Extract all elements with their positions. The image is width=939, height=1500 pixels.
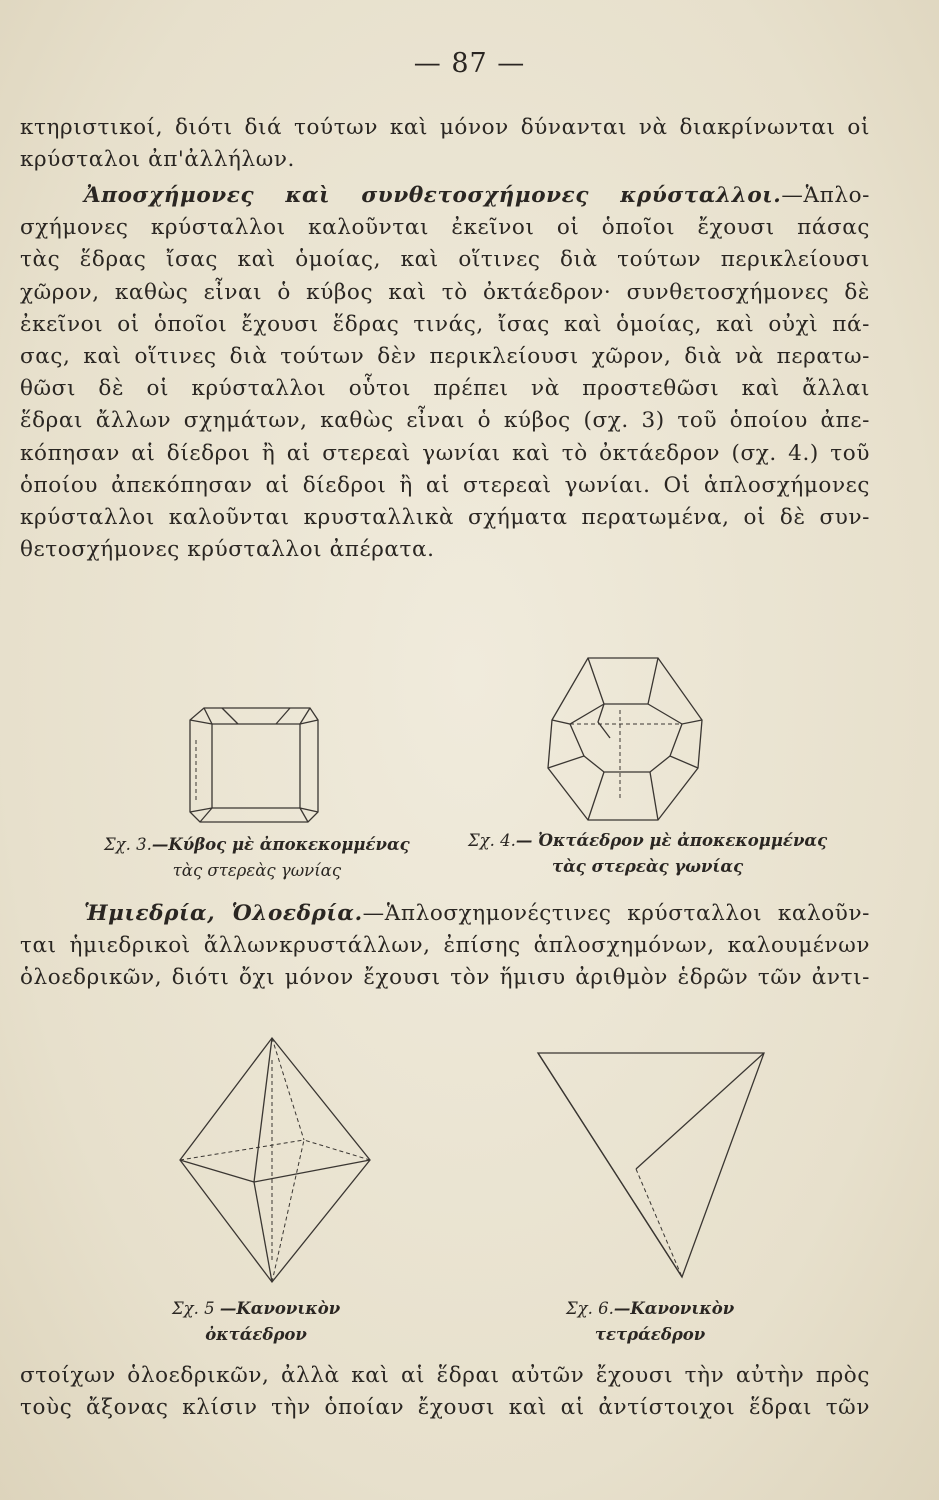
section-heading: Ἡμιεδρία, Ὁλοεδρία. bbox=[84, 901, 363, 926]
text-line: χῶρον, καθὼς εἶναι ὁ κύβος καὶ τὸ ὀκτάεδρον· συνθετοσχήμονες δὲ bbox=[20, 279, 870, 305]
text-line bbox=[20, 180, 870, 212]
octahedron-hidden-edge bbox=[272, 1038, 304, 1140]
tetrahedron-edge bbox=[636, 1053, 764, 1169]
heading-continuation: —Ἁπλοσχημονέςτινες κρύσταλλοι καλοῦν- bbox=[362, 901, 870, 926]
octahedron-face bbox=[598, 704, 610, 738]
cube-outline bbox=[190, 708, 318, 822]
text-line: τοὺς ἄξονας κλίσιν τὴν ὁποίαν ἔχουσι καὶ αἱ ἀντίστοιχοι ἕδραι τῶν bbox=[20, 1395, 870, 1421]
caption-label: Σχ. 4. bbox=[468, 831, 516, 850]
cube-edge bbox=[190, 720, 212, 724]
octahedron-face bbox=[648, 704, 702, 724]
caption-fig3 bbox=[104, 832, 410, 884]
text-line: στοίχων ὁλοεδρικῶν, ἀλλὰ καὶ αἱ ἕδραι αὐτῶν ἔχουσι τὴν αὐτὴν πρὸς bbox=[20, 1363, 870, 1388]
caption-title: — Ὀκτάεδρον μὲ ἀποκεκομμένας bbox=[515, 831, 828, 850]
heading-continuation: —Ἁπλο- bbox=[781, 183, 870, 208]
cube-edge bbox=[300, 808, 318, 812]
octahedron-face bbox=[584, 756, 670, 772]
text-line: σας, καὶ οἵτινες διὰ τούτων δὲν περικλείουσι χῶρον, διὰ νὰ περατω- bbox=[20, 344, 870, 370]
section-heading: Ἀποσχήμονες καὶ συνθετοσχήμονες κρύσταλλοι. bbox=[84, 183, 782, 208]
octahedron-face bbox=[670, 724, 698, 768]
octahedron-edge bbox=[180, 1160, 254, 1182]
caption-subtitle: τὰς στερεὰς γωνίας bbox=[552, 857, 744, 876]
caption-title: —Κανονικὸν bbox=[219, 1299, 341, 1318]
octahedron-edge bbox=[254, 1160, 370, 1182]
text-line: θῶσι δὲ οἱ κρύσταλλοι οὗτοι πρέπει νὰ προστεθῶσι καὶ ἄλλαι bbox=[20, 376, 870, 402]
text-line: κρύσταλλοι καλοῦνται κρυσταλλικὰ σχήματα περατωμένα, οἱ δὲ συν- bbox=[20, 505, 870, 531]
cube-edge bbox=[276, 708, 290, 724]
text-line: τὰς ἕδρας ἴσας καὶ ὁμοίας, καὶ οἵτινες διὰ τούτων περικλείουσι bbox=[20, 247, 870, 273]
caption-fig6 bbox=[566, 1296, 734, 1348]
caption-fig4 bbox=[468, 828, 827, 880]
octahedron-face bbox=[588, 658, 658, 704]
text-line: ἐκεῖνοι οἱ ὁποῖοι ἔχουσι ἕδρας τινάς, ἴσας καὶ ὁμοίας, καὶ οὐχὶ πά- bbox=[20, 311, 870, 337]
octahedron-hidden-edge bbox=[304, 1140, 370, 1160]
tetrahedron-edge bbox=[538, 1053, 682, 1277]
octahedron-edge bbox=[650, 772, 658, 820]
octahedron-edge bbox=[254, 1182, 272, 1282]
text-line: κρύσταλοι ἀπ'ἀλλήλων. bbox=[20, 147, 295, 173]
text-line: ὁλοεδρικῶν, διότι ὄχι μόνον ἔχουσι τὸν ἥμισυ ἀριθμὸν ἑδρῶν τῶν ἀντι- bbox=[20, 965, 870, 991]
text-line: κόπησαν αἱ δίεδροι ἢ αἱ στερεαὶ γωνίαι καὶ τὸ ὀκτάεδρον (σχ. 4.) τοῦ bbox=[20, 440, 870, 466]
figure-truncated-cube bbox=[182, 700, 332, 829]
octahedron-hidden-edge bbox=[180, 1140, 304, 1160]
text-line bbox=[20, 898, 870, 930]
caption-subtitle: τὰς στερεὰς γωνίας bbox=[172, 861, 342, 880]
text-line: θετοσχήμονες κρύσταλλοι ἀπέρατα. bbox=[20, 537, 435, 563]
figure-tetrahedron bbox=[532, 1045, 772, 1289]
text-line: ται ἡμιεδρικοὶ ἄλλωνκρυστάλλων, ἐπίσης ἁπλοσχημόνων, καλουμένων bbox=[20, 933, 870, 959]
text-line: ὁποίου ἀπεκόπησαν αἱ δίεδροι ἢ αἱ στερεαὶ γωνίαι. Οἱ ἁπλοσχήμονες bbox=[20, 472, 870, 498]
cube-edge bbox=[204, 708, 212, 724]
truncated-cube-drawing bbox=[182, 700, 332, 825]
octahedron-drawing bbox=[172, 1030, 382, 1290]
text-line: ἕδραι ἄλλων σχημάτων, καθὼς εἶναι ὁ κύβος (σχ. 3) τοῦ ὁποίου ἀπε- bbox=[20, 408, 870, 434]
caption-title: —Κανονικὸν bbox=[613, 1299, 735, 1318]
caption-subtitle: ὀκτάεδρον bbox=[205, 1325, 307, 1344]
text-line: κτηριστικοί, διότι διά τούτων καὶ μόνον δύνανται νὰ διακρίνωνται οἱ bbox=[20, 115, 870, 140]
octahedron-hidden-edge bbox=[272, 1140, 304, 1282]
caption-label: Σχ. 6. bbox=[566, 1299, 614, 1318]
caption-title: —Κύβος μὲ ἀποκεκομμένας bbox=[151, 835, 410, 854]
octahedron-edge bbox=[254, 1038, 272, 1182]
tetrahedron-drawing bbox=[532, 1045, 772, 1285]
caption-label: Σχ. 5 bbox=[172, 1299, 215, 1318]
truncated-octahedron-drawing bbox=[540, 650, 715, 830]
octahedron-face bbox=[548, 724, 584, 768]
paragraph-continuation-bottom bbox=[20, 1360, 870, 1424]
cube-edge bbox=[222, 708, 238, 724]
tetrahedron-hidden-edge bbox=[636, 1169, 682, 1277]
caption-fig5 bbox=[172, 1296, 340, 1348]
caption-subtitle: τετράεδρον bbox=[594, 1325, 706, 1344]
caption-label: Σχ. 3. bbox=[104, 835, 152, 854]
octahedron-outline bbox=[548, 658, 702, 820]
figure-octahedron bbox=[172, 1030, 382, 1294]
paragraph-hemihedry bbox=[20, 898, 870, 995]
page-number: — 87 — bbox=[413, 48, 526, 79]
text-line: σχήμονες κρύσταλλοι καλοῦνται ἐκεῖνοι οἱ ὁποῖοι ἔχουσι πάσας bbox=[20, 215, 870, 241]
paragraph-continuation bbox=[20, 112, 870, 176]
octahedron-edge bbox=[588, 772, 604, 820]
octahedron-outline bbox=[180, 1038, 370, 1282]
tetrahedron-outline bbox=[538, 1053, 764, 1277]
paragraph-simple-compound-crystals bbox=[20, 180, 870, 566]
figure-truncated-octahedron bbox=[540, 650, 715, 834]
